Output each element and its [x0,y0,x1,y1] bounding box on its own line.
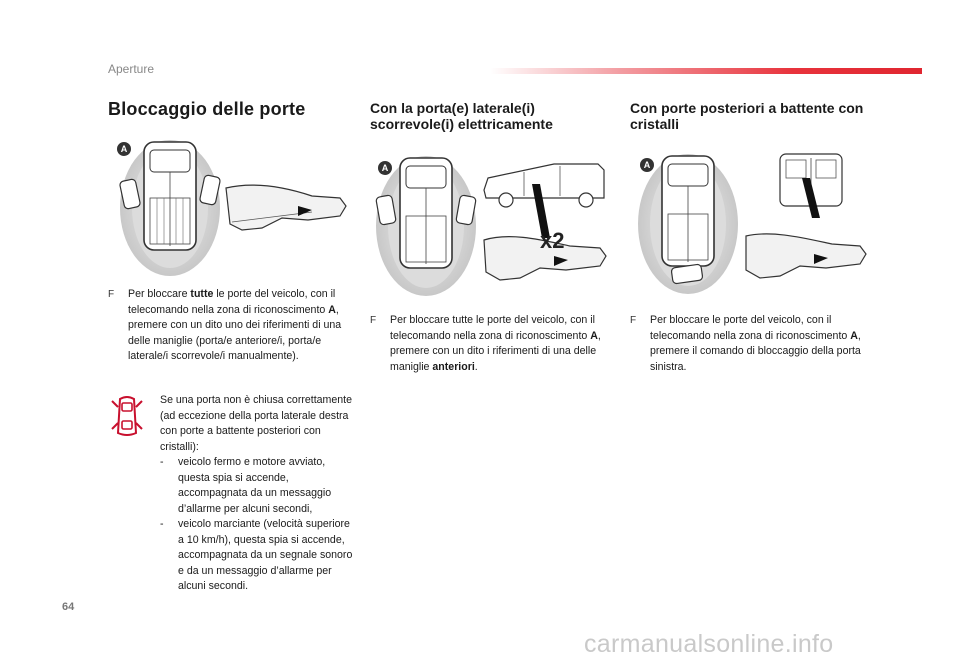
list-dash: - [160,456,164,468]
section-label: Aperture [108,62,155,76]
recognition-zone-badge: A [378,161,392,175]
text-emphasis: A [590,329,598,342]
figure-sliding-doors-locking [374,152,610,298]
text-segment: . [474,360,478,373]
watermark: carmanualsonline.info [584,630,834,658]
bullet-text [128,287,364,365]
figure-rear-doors-locking [636,148,870,298]
list-item-text: veicolo marciante (velocità superiore a 10 km/h), questa spia si accende, accompagnata da un segnale sonoro e da un messaggio d’allarme per alcuni secondi. [178,518,353,592]
text-emphasis: tutte [190,288,214,300]
bullet-lock-sliding-doors [370,313,610,377]
recognition-zone-badge: A [117,142,131,156]
bullet-text [650,313,882,375]
list-item [160,517,356,595]
text-segment: Per bloccare [128,288,191,300]
list-item-text: veicolo fermo e motore avviato, questa spia si accende, accompagnata da un messaggio d’allarme per alcuni secondi, [178,456,332,515]
header-accent-bar [490,68,922,74]
text-emphasis: A [850,329,858,342]
text-segment: Per bloccare le porte del veicolo, con il telecomando nella zona di riconoscimento [650,314,851,342]
text-segment: le porte del veicolo, con il telecomando nella zona di riconoscimento [128,288,336,316]
list-item [160,455,356,517]
text-segment: Per bloccare tutte le porte del veicolo, con il telecomando nella zona di riconoscimento [390,314,595,342]
text-emphasis: anteriori [432,360,475,373]
column-title-sliding-doors: Con la porta(e) laterale(i) scorrevole(i) elettricamente [370,100,553,132]
text-emphasis: A [328,303,336,316]
warning-list [160,455,356,595]
door-open-warning-icon [110,393,144,439]
figure-front-doors-locking [112,136,352,278]
warning-intro: Se una porta non è chiusa correttamente (ad eccezione della porta laterale destra con porte a battente posteriori con cristalli): [160,394,352,453]
press-twice-label: x2 [540,228,565,253]
bullet-text [390,313,610,375]
text-segment: , premere il comando di bloccaggio della porta sinistra. [650,329,861,373]
text-segment: , premere con un dito i riferimenti di una delle maniglie [390,329,601,373]
bullet-mark: F [630,315,637,326]
bullet-lock-rear-doors [630,313,880,377]
text-segment: , premere con un dito uno dei riferimenti di una delle maniglie (porta/e anteriore/i, porta/e laterale/i scorrevole/i manualmente). [128,303,342,362]
bullet-lock-all-doors [108,287,356,379]
page-number: 64 [62,601,75,613]
bullet-mark: F [108,289,115,300]
warning-note [160,393,356,595]
bullet-mark: F [370,315,377,326]
list-dash: - [160,518,164,530]
page-title: Bloccaggio delle porte [108,99,306,119]
recognition-zone-badge: A [640,158,654,172]
column-title-rear-doors: Con porte posteriori a battente con cristalli [630,100,864,132]
